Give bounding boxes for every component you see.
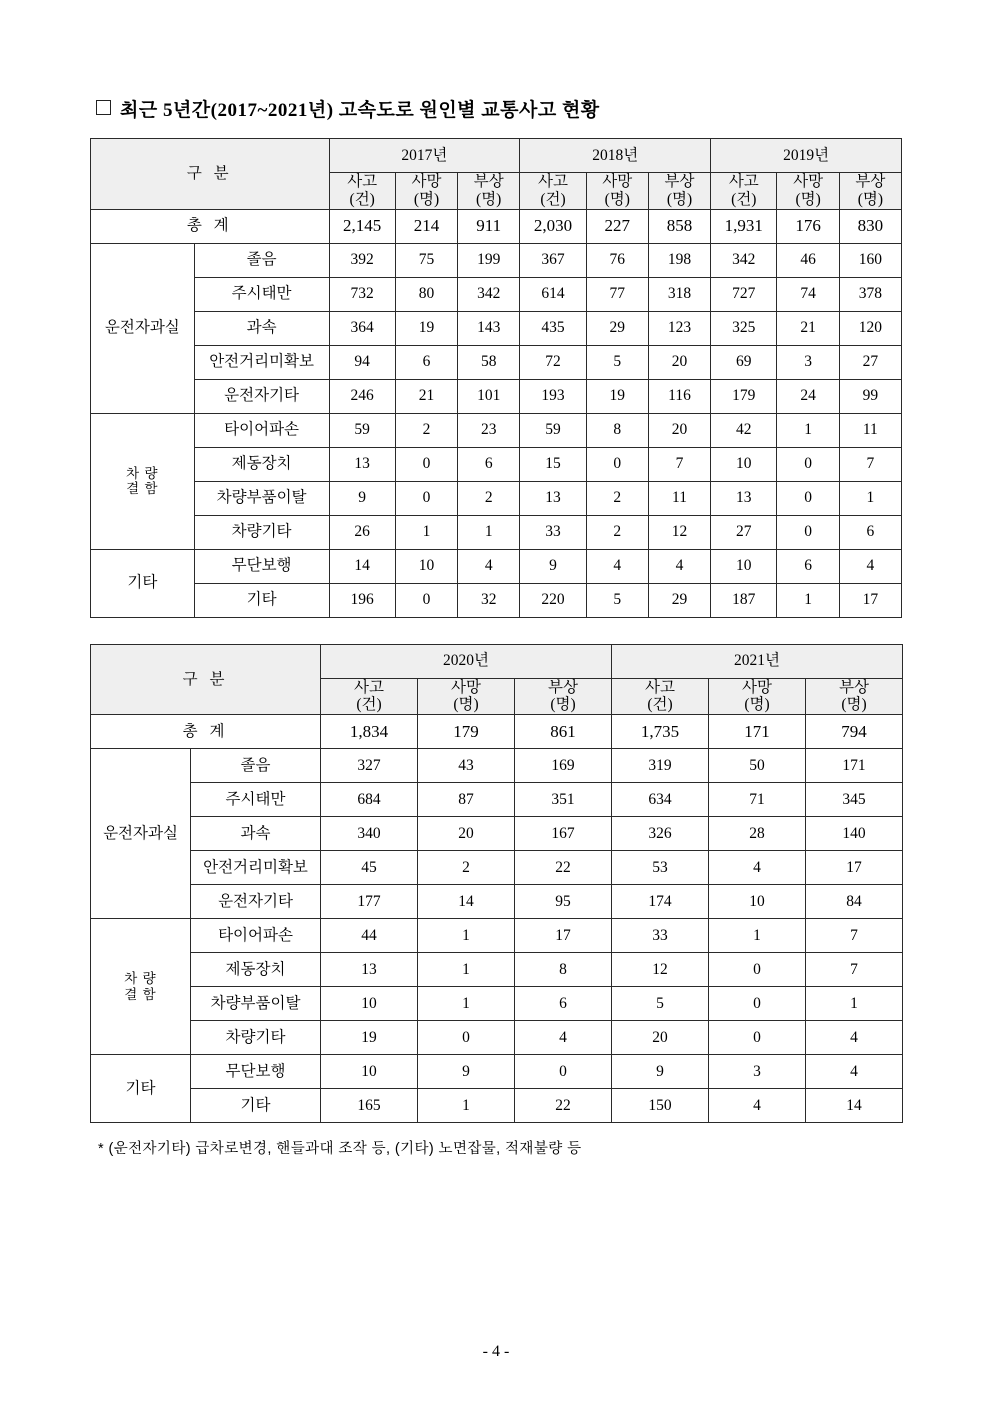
row-header-total: 총 계 (91, 715, 321, 749)
group-label-driver: 운전자과실 (91, 243, 195, 413)
cell: 21 (395, 379, 457, 413)
row-label: 과속 (191, 817, 321, 851)
cell: 19 (395, 311, 457, 345)
cell: 33 (612, 919, 709, 953)
cell: 378 (839, 277, 901, 311)
cell: 84 (806, 885, 903, 919)
cell: 220 (520, 583, 586, 617)
group-label-etc: 기타 (91, 1055, 191, 1123)
cell: 13 (321, 953, 418, 987)
cell: 12 (648, 515, 710, 549)
cell: 0 (586, 447, 648, 481)
table-gap (90, 618, 902, 644)
table-row (91, 953, 903, 987)
cell: 17 (839, 583, 901, 617)
column-header-year-2017: 2017년 (329, 139, 520, 173)
cell: 1,735 (612, 715, 709, 749)
cell: 1 (839, 481, 901, 515)
cell: 19 (586, 379, 648, 413)
column-header-death: 사망 (명) (586, 173, 648, 210)
row-label: 타이어파손 (191, 919, 321, 953)
cell: 9 (329, 481, 395, 515)
cell: 76 (586, 243, 648, 277)
cell: 2 (458, 481, 520, 515)
cell: 101 (458, 379, 520, 413)
cell: 7 (806, 919, 903, 953)
cell: 367 (520, 243, 586, 277)
cell: 14 (329, 549, 395, 583)
row-label: 차량부품이탈 (194, 481, 329, 515)
cell: 0 (515, 1055, 612, 1089)
table-row (91, 715, 903, 749)
cell: 171 (806, 749, 903, 783)
cell: 3 (709, 1055, 806, 1089)
row-label: 운전자기타 (191, 885, 321, 919)
cell: 29 (648, 583, 710, 617)
cell: 120 (839, 311, 901, 345)
cell: 4 (648, 549, 710, 583)
cell: 6 (777, 549, 839, 583)
cell: 43 (418, 749, 515, 783)
cell: 9 (418, 1055, 515, 1089)
cell: 10 (321, 987, 418, 1021)
table-row (91, 243, 902, 277)
cell: 199 (458, 243, 520, 277)
cell: 123 (648, 311, 710, 345)
cell: 187 (711, 583, 777, 617)
cell: 17 (515, 919, 612, 953)
table-row (91, 277, 902, 311)
cell: 214 (395, 209, 457, 243)
cell: 53 (612, 851, 709, 885)
cell: 7 (648, 447, 710, 481)
cell: 11 (839, 413, 901, 447)
cell: 20 (648, 413, 710, 447)
column-header-year-2021: 2021년 (612, 644, 903, 678)
cell: 174 (612, 885, 709, 919)
cell: 1 (418, 919, 515, 953)
cell: 23 (458, 413, 520, 447)
cell: 8 (515, 953, 612, 987)
cell: 12 (612, 953, 709, 987)
row-label: 제동장치 (191, 953, 321, 987)
cell: 26 (329, 515, 395, 549)
cell: 29 (586, 311, 648, 345)
cell: 10 (395, 549, 457, 583)
page-title-text: 최근 5년간(2017~2021년) 고속도로 원인별 교통사고 현황 (120, 100, 600, 121)
cell: 24 (777, 379, 839, 413)
cell: 8 (586, 413, 648, 447)
cell: 150 (612, 1089, 709, 1123)
cell: 351 (515, 783, 612, 817)
cell: 1,834 (321, 715, 418, 749)
cell: 140 (806, 817, 903, 851)
row-label: 무단보행 (191, 1055, 321, 1089)
cell: 10 (711, 447, 777, 481)
cell: 42 (711, 413, 777, 447)
cell: 15 (520, 447, 586, 481)
cell: 0 (395, 583, 457, 617)
cell: 27 (711, 515, 777, 549)
cell: 326 (612, 817, 709, 851)
group-label-vehicle: 차 량 결 함 (91, 919, 191, 1055)
cell: 0 (709, 987, 806, 1021)
table-row (91, 885, 903, 919)
cell: 50 (709, 749, 806, 783)
row-label: 차량기타 (194, 515, 329, 549)
cell: 46 (777, 243, 839, 277)
row-label: 주시태만 (194, 277, 329, 311)
column-header-death: 사망 (명) (395, 173, 457, 210)
cell: 32 (458, 583, 520, 617)
cell: 732 (329, 277, 395, 311)
cell: 319 (612, 749, 709, 783)
column-header-accident: 사고 (건) (711, 173, 777, 210)
cell: 167 (515, 817, 612, 851)
cell: 830 (839, 209, 901, 243)
cell: 69 (711, 345, 777, 379)
cell: 22 (515, 851, 612, 885)
cell: 861 (515, 715, 612, 749)
column-header-death: 사망 (명) (418, 678, 515, 715)
cell: 1 (458, 515, 520, 549)
cell: 116 (648, 379, 710, 413)
cell: 22 (515, 1089, 612, 1123)
footnote: * (운전자기타) 급차로변경, 핸들과대 조작 등, (기타) 노면잡물, 적재불량 등 (98, 1141, 582, 1158)
cell: 58 (458, 345, 520, 379)
row-label: 제동장치 (194, 447, 329, 481)
table-row (91, 209, 902, 243)
cell: 196 (329, 583, 395, 617)
cell: 858 (648, 209, 710, 243)
cell: 11 (648, 481, 710, 515)
cell: 4 (458, 549, 520, 583)
row-label: 차량기타 (191, 1021, 321, 1055)
cell: 4 (586, 549, 648, 583)
cell: 2,145 (329, 209, 395, 243)
cell: 75 (395, 243, 457, 277)
cell: 318 (648, 277, 710, 311)
cell: 13 (711, 481, 777, 515)
cell: 177 (321, 885, 418, 919)
cell: 634 (612, 783, 709, 817)
cell: 0 (709, 1021, 806, 1055)
cell: 71 (709, 783, 806, 817)
cell: 72 (520, 345, 586, 379)
cell: 13 (520, 481, 586, 515)
cell: 7 (806, 953, 903, 987)
cell: 1,931 (711, 209, 777, 243)
cell: 160 (839, 243, 901, 277)
table-row (91, 749, 903, 783)
column-header-year-2018: 2018년 (520, 139, 711, 173)
cell: 0 (777, 481, 839, 515)
cell: 6 (458, 447, 520, 481)
column-header-gubun: 구 분 (91, 644, 321, 715)
row-label: 운전자기타 (194, 379, 329, 413)
cell: 28 (709, 817, 806, 851)
column-header-year-2019: 2019년 (711, 139, 902, 173)
table-row (91, 515, 902, 549)
column-header-accident: 사고 (건) (321, 678, 418, 715)
row-label: 졸음 (194, 243, 329, 277)
table-row (91, 447, 902, 481)
cell: 5 (586, 345, 648, 379)
cell: 6 (395, 345, 457, 379)
cell: 44 (321, 919, 418, 953)
cell: 227 (586, 209, 648, 243)
table-header-row (91, 139, 902, 173)
cell: 327 (321, 749, 418, 783)
cell: 20 (612, 1021, 709, 1055)
cell: 193 (520, 379, 586, 413)
group-label-driver: 운전자과실 (91, 749, 191, 919)
cell: 80 (395, 277, 457, 311)
table-row (91, 549, 902, 583)
row-label: 졸음 (191, 749, 321, 783)
cell: 0 (418, 1021, 515, 1055)
cell: 614 (520, 277, 586, 311)
cell: 2 (586, 481, 648, 515)
row-label: 주시태만 (191, 783, 321, 817)
cell: 342 (458, 277, 520, 311)
cell: 0 (777, 447, 839, 481)
cell: 4 (839, 549, 901, 583)
row-label: 타이어파손 (194, 413, 329, 447)
table-row (91, 851, 903, 885)
cell: 179 (418, 715, 515, 749)
cell: 1 (777, 583, 839, 617)
cell: 5 (612, 987, 709, 1021)
cell: 325 (711, 311, 777, 345)
row-label: 차량부품이탈 (191, 987, 321, 1021)
page-number: - 4 - (482, 1343, 510, 1360)
cell: 4 (806, 1021, 903, 1055)
cell: 0 (777, 515, 839, 549)
table-header-row (91, 644, 903, 678)
table-row (91, 1089, 903, 1123)
column-header-year-2020: 2020년 (321, 644, 612, 678)
group-label-vehicle: 차 량 결 함 (91, 413, 195, 549)
cell: 4 (709, 851, 806, 885)
page-title (96, 95, 902, 122)
column-header-accident: 사고 (건) (329, 173, 395, 210)
cell: 19 (321, 1021, 418, 1055)
group-label-etc: 기타 (91, 549, 195, 617)
cell: 17 (806, 851, 903, 885)
cell: 727 (711, 277, 777, 311)
cell: 1 (418, 987, 515, 1021)
cell: 342 (711, 243, 777, 277)
cell: 14 (418, 885, 515, 919)
table-row (91, 413, 902, 447)
cell: 179 (711, 379, 777, 413)
column-header-injury: 부상 (명) (806, 678, 903, 715)
table-row (91, 817, 903, 851)
cell: 14 (806, 1089, 903, 1123)
table-row (91, 379, 902, 413)
table-row (91, 583, 902, 617)
cell: 87 (418, 783, 515, 817)
cell: 4 (709, 1089, 806, 1123)
cell: 3 (777, 345, 839, 379)
cell: 7 (839, 447, 901, 481)
cell: 10 (711, 549, 777, 583)
cell: 13 (329, 447, 395, 481)
cell: 10 (709, 885, 806, 919)
column-header-injury: 부상 (명) (648, 173, 710, 210)
cell: 95 (515, 885, 612, 919)
cell: 2,030 (520, 209, 586, 243)
cell: 59 (329, 413, 395, 447)
row-label: 기타 (191, 1089, 321, 1123)
cell: 6 (839, 515, 901, 549)
cell: 2 (418, 851, 515, 885)
column-header-injury: 부상 (명) (839, 173, 901, 210)
table-row (91, 345, 902, 379)
table-row (91, 987, 903, 1021)
column-header-death: 사망 (명) (709, 678, 806, 715)
square-bullet-icon (96, 100, 111, 115)
cell: 364 (329, 311, 395, 345)
cell: 74 (777, 277, 839, 311)
cell: 45 (321, 851, 418, 885)
column-header-accident: 사고 (건) (612, 678, 709, 715)
cell: 911 (458, 209, 520, 243)
cell: 5 (586, 583, 648, 617)
cell: 176 (777, 209, 839, 243)
cell: 392 (329, 243, 395, 277)
cell: 2 (395, 413, 457, 447)
cell: 0 (709, 953, 806, 987)
cell: 21 (777, 311, 839, 345)
cell: 20 (418, 817, 515, 851)
table-row (91, 1055, 903, 1089)
row-label: 안전거리미확보 (191, 851, 321, 885)
cell: 340 (321, 817, 418, 851)
row-label: 과속 (194, 311, 329, 345)
cell: 165 (321, 1089, 418, 1123)
table-row (91, 783, 903, 817)
row-header-total: 총 계 (91, 209, 330, 243)
cell: 794 (806, 715, 903, 749)
cell: 33 (520, 515, 586, 549)
cell: 9 (612, 1055, 709, 1089)
cell: 0 (395, 447, 457, 481)
cell: 1 (806, 987, 903, 1021)
table-row (91, 1021, 903, 1055)
column-header-injury: 부상 (명) (458, 173, 520, 210)
cell: 10 (321, 1055, 418, 1089)
cell: 6 (515, 987, 612, 1021)
cell: 345 (806, 783, 903, 817)
cell: 27 (839, 345, 901, 379)
cell: 684 (321, 783, 418, 817)
cell: 77 (586, 277, 648, 311)
cell: 1 (709, 919, 806, 953)
cell: 1 (418, 1089, 515, 1123)
cell: 9 (520, 549, 586, 583)
column-header-accident: 사고 (건) (520, 173, 586, 210)
cell: 171 (709, 715, 806, 749)
cell: 1 (777, 413, 839, 447)
cell: 0 (395, 481, 457, 515)
table-2020-2021 (90, 644, 903, 1124)
cell: 20 (648, 345, 710, 379)
column-header-gubun: 구 분 (91, 139, 330, 210)
cell: 2 (586, 515, 648, 549)
row-label: 무단보행 (194, 549, 329, 583)
cell: 246 (329, 379, 395, 413)
cell: 4 (515, 1021, 612, 1055)
cell: 94 (329, 345, 395, 379)
row-label: 안전거리미확보 (194, 345, 329, 379)
cell: 143 (458, 311, 520, 345)
column-header-death: 사망 (명) (777, 173, 839, 210)
cell: 1 (418, 953, 515, 987)
table-row (91, 919, 903, 953)
cell: 4 (806, 1055, 903, 1089)
cell: 99 (839, 379, 901, 413)
table-row (91, 481, 902, 515)
cell: 1 (395, 515, 457, 549)
column-header-injury: 부상 (명) (515, 678, 612, 715)
table-row (91, 311, 902, 345)
cell: 169 (515, 749, 612, 783)
table-2017-2019 (90, 138, 902, 618)
cell: 198 (648, 243, 710, 277)
row-label: 기타 (194, 583, 329, 617)
cell: 435 (520, 311, 586, 345)
cell: 59 (520, 413, 586, 447)
